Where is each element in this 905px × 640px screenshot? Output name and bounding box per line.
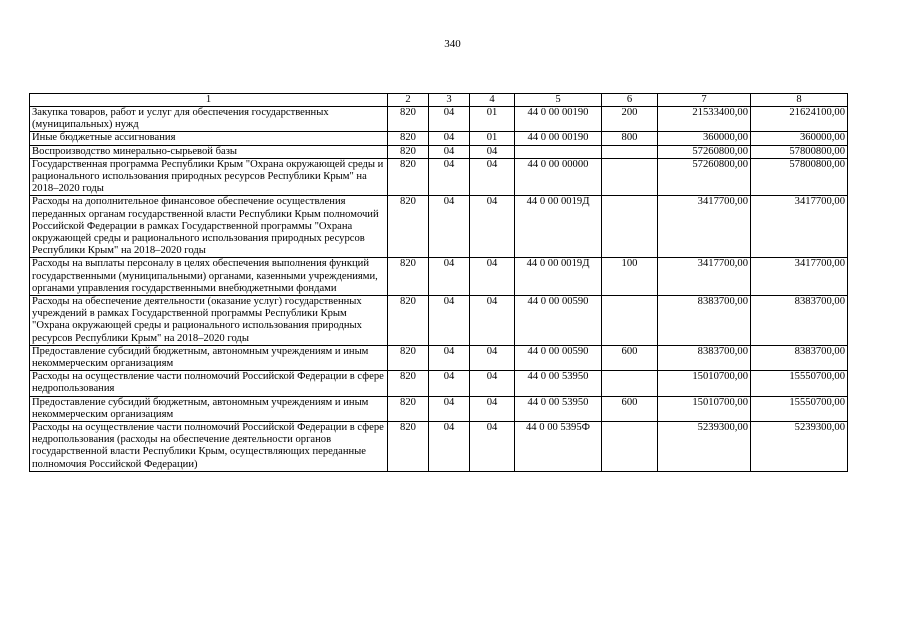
row-col-2: 820 [388,196,429,258]
row-col-2: 820 [388,158,429,196]
row-col-5 [515,145,602,158]
table-row [30,296,848,346]
table-row [30,132,848,145]
budget-table [29,93,848,472]
row-col-3: 04 [429,371,470,396]
row-col-7: 8383700,00 [658,296,751,346]
row-col-3: 04 [429,296,470,346]
row-col-7: 15010700,00 [658,396,751,421]
row-col-2: 820 [388,145,429,158]
row-name: Расходы на осуществление части полномочий Российской Федерации в сфере недропользования [30,371,388,396]
row-col-3: 04 [429,132,470,145]
row-col-6 [602,422,658,472]
row-col-5: 44 0 00 0019Д [515,258,602,296]
row-col-5: 44 0 00 53950 [515,371,602,396]
row-col-6 [602,296,658,346]
row-col-8: 5239300,00 [751,422,848,472]
header-cell-7: 7 [658,94,751,107]
row-col-8: 3417700,00 [751,258,848,296]
table-row [30,422,848,472]
row-col-3: 04 [429,145,470,158]
row-col-6: 100 [602,258,658,296]
row-col-4: 04 [470,422,515,472]
row-col-2: 820 [388,422,429,472]
row-col-3: 04 [429,258,470,296]
row-col-6 [602,371,658,396]
row-col-5: 44 0 00 00590 [515,296,602,346]
row-col-4: 04 [470,345,515,370]
row-name: Иные бюджетные ассигнования [30,132,388,145]
table-row [30,145,848,158]
row-col-4: 04 [470,296,515,346]
row-col-8: 57800800,00 [751,145,848,158]
row-col-8: 8383700,00 [751,345,848,370]
row-col-8: 360000,00 [751,132,848,145]
row-name: Расходы на осуществление части полномочий Российской Федерации в сфере недропользования (расходы на обеспечение деятельности органов государственной власти Республики Крым, осуществляющих переданные полномочия Российской Федерации) [30,422,388,472]
table-row [30,396,848,421]
row-col-7: 360000,00 [658,132,751,145]
row-col-6: 600 [602,345,658,370]
row-col-4: 04 [470,258,515,296]
row-col-8: 15550700,00 [751,371,848,396]
row-col-4: 01 [470,132,515,145]
row-name: Расходы на обеспечение деятельности (оказание услуг) государственных учреждений в рамках Государственной программы Республики Крым "Охрана окружающей среды и рационального использования природных ресурсов Республики Крым" на 2018–2020 годы [30,296,388,346]
row-col-3: 04 [429,345,470,370]
row-col-8: 8383700,00 [751,296,848,346]
row-col-3: 04 [429,422,470,472]
row-col-4: 04 [470,158,515,196]
row-col-7: 8383700,00 [658,345,751,370]
header-cell-5: 5 [515,94,602,107]
table-row [30,196,848,258]
row-name: Предоставление субсидий бюджетным, автономным учреждениям и иным некоммерческим организациям [30,345,388,370]
page-number: 340 [444,38,461,50]
row-name: Предоставление субсидий бюджетным, автономным учреждениям и иным некоммерческим организациям [30,396,388,421]
row-col-7: 15010700,00 [658,371,751,396]
table-row [30,345,848,370]
row-name: Воспроизводство минерально-сырьевой базы [30,145,388,158]
row-col-3: 04 [429,158,470,196]
row-col-5: 44 0 00 00590 [515,345,602,370]
table-row [30,107,848,132]
row-col-4: 04 [470,145,515,158]
row-col-2: 820 [388,296,429,346]
table-row [30,371,848,396]
row-col-5: 44 0 00 00190 [515,132,602,145]
row-col-3: 04 [429,196,470,258]
row-col-2: 820 [388,132,429,145]
row-col-6: 800 [602,132,658,145]
header-cell-1: 1 [30,94,388,107]
header-cell-2: 2 [388,94,429,107]
row-col-3: 04 [429,396,470,421]
row-col-2: 820 [388,258,429,296]
row-col-2: 820 [388,371,429,396]
row-col-8: 3417700,00 [751,196,848,258]
row-col-5: 44 0 00 53950 [515,396,602,421]
header-cell-6: 6 [602,94,658,107]
row-col-5: 44 0 00 00190 [515,107,602,132]
row-col-8: 57800800,00 [751,158,848,196]
row-col-2: 820 [388,107,429,132]
row-col-4: 04 [470,371,515,396]
row-col-7: 3417700,00 [658,196,751,258]
row-col-5: 44 0 00 5395Ф [515,422,602,472]
row-col-8: 15550700,00 [751,396,848,421]
table-row [30,158,848,196]
table-row [30,258,848,296]
row-col-4: 04 [470,196,515,258]
row-name: Государственная программа Республики Крым "Охрана окружающей среды и рационального использования природных ресурсов Республики Крым" на 2018–2020 годы [30,158,388,196]
row-name: Закупка товаров, работ и услуг для обеспечения государственных (муниципальных) нужд [30,107,388,132]
header-row [30,94,848,107]
row-col-3: 04 [429,107,470,132]
row-col-5: 44 0 00 00000 [515,158,602,196]
row-col-4: 04 [470,396,515,421]
header-cell-4: 4 [470,94,515,107]
row-col-5: 44 0 00 0019Д [515,196,602,258]
row-name: Расходы на дополнительное финансовое обеспечение осуществления переданных органам государственной власти Республики Крым полномочий Российской Федерации в рамках Государственной программы "Охрана окружающей среды и рационального использования природных ресурсов Республики Крым" на 2018–2020 годы [30,196,388,258]
row-col-7: 57260800,00 [658,158,751,196]
row-col-7: 5239300,00 [658,422,751,472]
row-col-7: 3417700,00 [658,258,751,296]
header-cell-8: 8 [751,94,848,107]
row-col-7: 57260800,00 [658,145,751,158]
row-col-6 [602,145,658,158]
row-col-7: 21533400,00 [658,107,751,132]
row-name: Расходы на выплаты персоналу в целях обеспечения выполнения функций государственными (муниципальными) органами, казенными учреждениями, органами управления государственными внебюджетными фондами [30,258,388,296]
row-col-8: 21624100,00 [751,107,848,132]
row-col-6: 200 [602,107,658,132]
row-col-6 [602,158,658,196]
row-col-2: 820 [388,396,429,421]
row-col-2: 820 [388,345,429,370]
row-col-6: 600 [602,396,658,421]
header-cell-3: 3 [429,94,470,107]
row-col-4: 01 [470,107,515,132]
row-col-6 [602,196,658,258]
